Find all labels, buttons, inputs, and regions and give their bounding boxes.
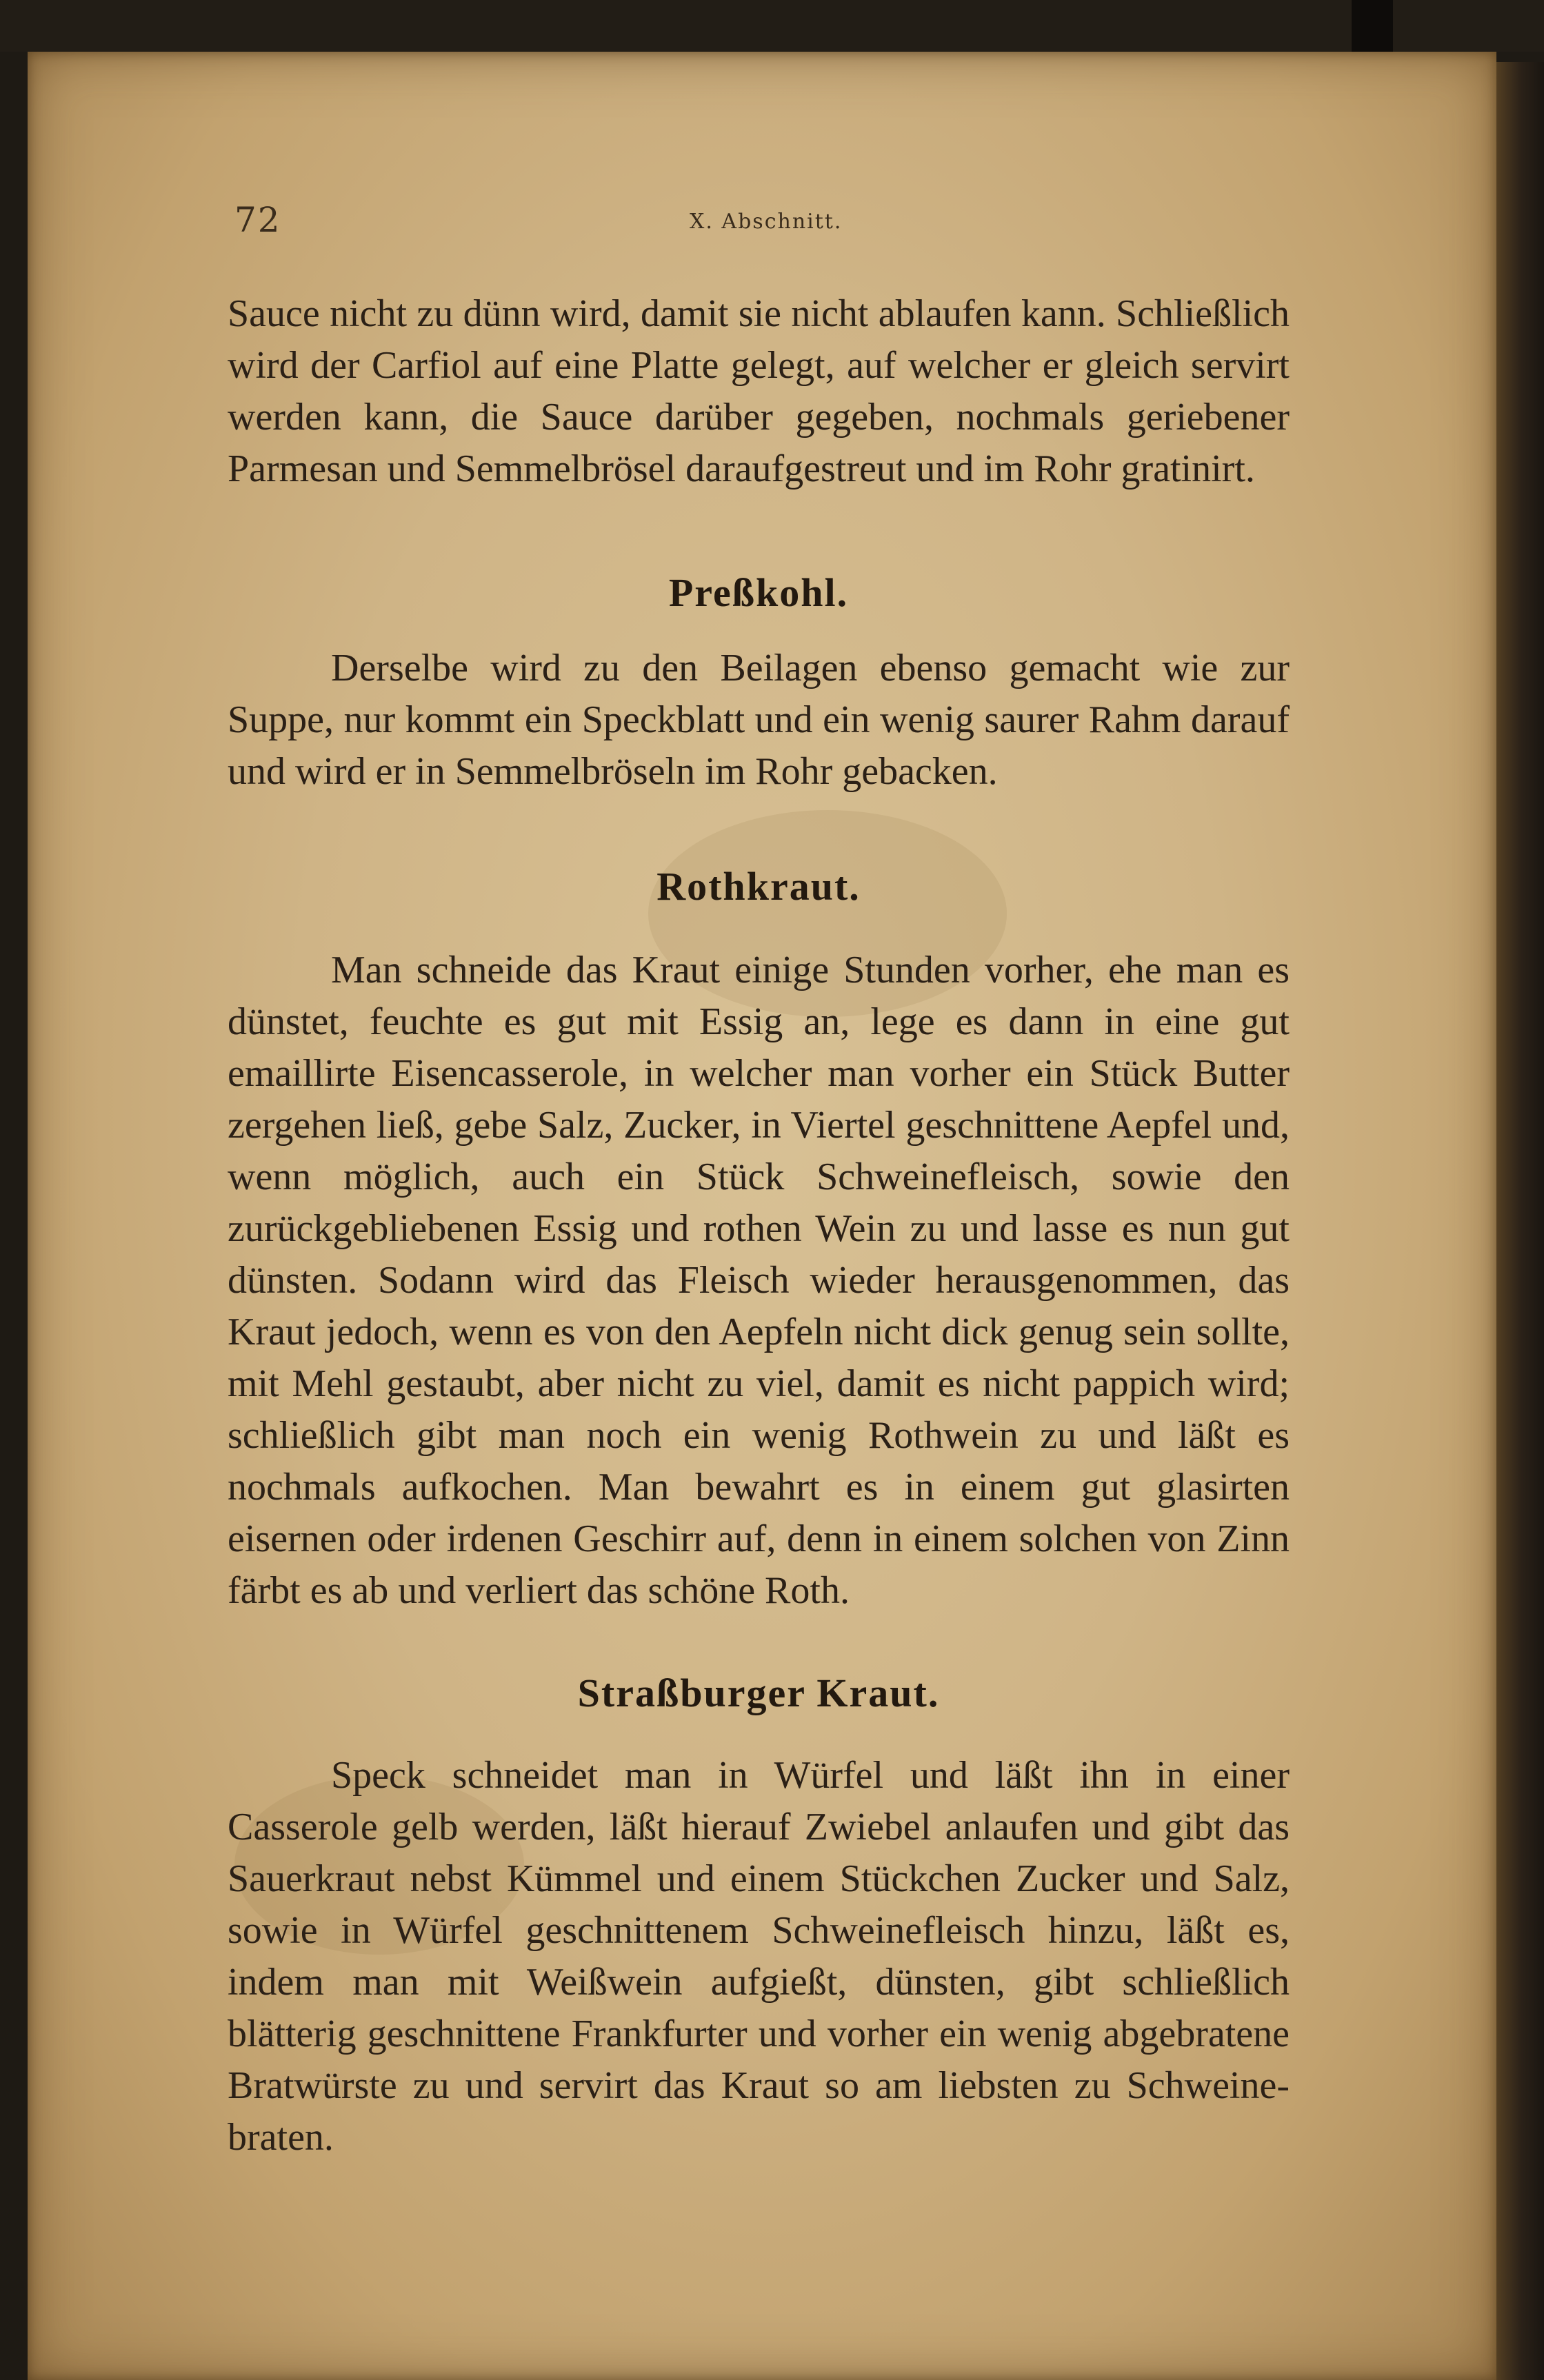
paragraph-rothkraut (228, 945, 1290, 1617)
binding-gap (1352, 0, 1393, 52)
heading-presskohl: Preßkohl. (668, 570, 849, 615)
heading-strassburger-kraut: Straßburger Kraut. (577, 1671, 940, 1715)
paragraph-text: Sauce nicht zu dünn wird, damit sie nicht ablaufen kann. Schließlich wird der Carfiol auf eine Platte gelegt, auf welcher er gleich servirt werden kann, die Sauce darüber gegeben, nochmals geriebener Parmesan und Semmelbrösel daraufgestreut und im Rohr gratinirt. (228, 292, 1290, 490)
heading-rothkraut: Rothkraut. (656, 864, 861, 909)
paragraph-text: Derselbe wird zu den Beilagen ebenso gemacht wie zur Suppe, nur kommt ein Speckblatt und ein wenig saurer Rahm darauf und wird er in Semmelbröseln im Rohr gebacken. (228, 647, 1290, 793)
paragraph-presskohl (228, 643, 1290, 798)
page-number: 72 (234, 200, 281, 240)
paragraph-strassburger-kraut (228, 1750, 1290, 2164)
paragraph-text: Speck schneidet man in Würfel und läßt ihn in einer Casserole gelb werden, läßt hierauf Zwiebel anlaufen und gibt das Sauerkraut nebst Kümmel und einem Stückchen Zucker und Salz, sowie in Würfel geschnittenem Schweinefleisch hinzu, läßt es, indem man mit Weißwein aufgießt, dünsten, gibt schließlich blätterig geschnittene Frankfurter und vorher ein wenig abgebratene Bratwürste zu und servirt das Kraut so am liebsten zu Schweinebraten. (228, 1754, 1290, 2159)
section-label: X. Abschnitt. (690, 210, 843, 234)
paragraph-text: Man schneide das Kraut einige Stunden vorher, ehe man es dünstet, feuchte es gut mit Essig an, lege es dann in eine gut emaillirte Eisencasserole, in welcher man vorher ein Stück Butter zergehen ließ, gebe Salz, Zucker, in Viertel geschnittene Aepfel und, wenn möglich, auch ein Stück Schweinefleisch, sowie den zurückgebliebenen Essig und rothen Wein zu und lasse es nun gut dünsten. Sodann wird das Fleisch wieder herausgenommen, das Kraut jedoch, wenn es von den Aepfeln nicht dick genug sein sollte, mit Mehl gestaubt, aber nicht zu viel, damit es nicht pappich wird; schließlich gibt man noch ein wenig Rothwein zu und läßt es nochmals aufkochen. Man bewahrt es in einem gut glasirten eisernen oder irdenen Geschirr auf, denn in einem solchen von Zinn färbt es ab und verliert das schöne Roth. (228, 949, 1290, 1612)
running-head (234, 200, 1290, 248)
paragraph-carfiol-continued (228, 288, 1290, 495)
top-binding-strip (0, 0, 1544, 52)
